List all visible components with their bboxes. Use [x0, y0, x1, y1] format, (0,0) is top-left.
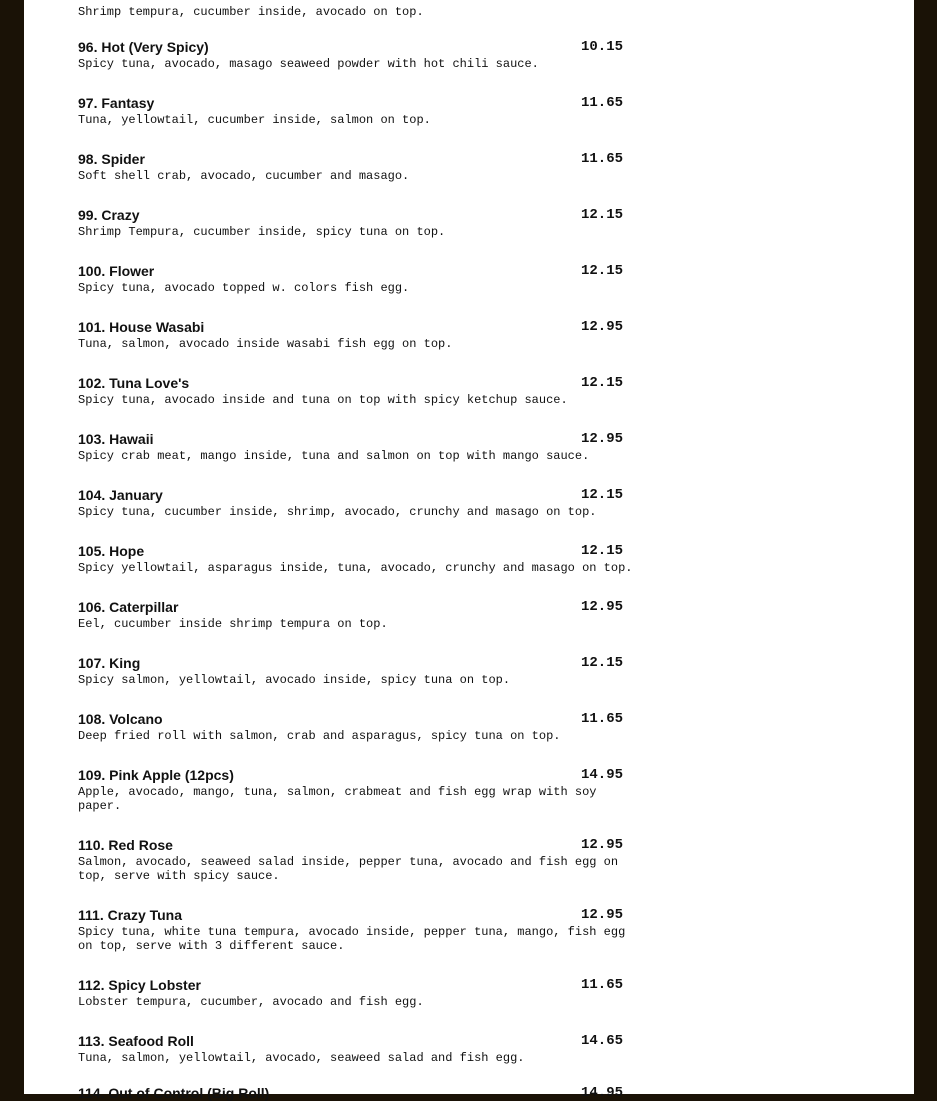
item-price: 12.95: [581, 907, 624, 923]
item-price: 12.15: [581, 207, 624, 223]
item-price: 11.65: [581, 95, 624, 111]
item-name: 101. House Wasabi: [78, 319, 205, 335]
item-price: 14.95: [581, 1085, 624, 1101]
item-name: 103. Hawaii: [78, 431, 154, 447]
item-price: 11.65: [581, 977, 624, 993]
item-price: 12.95: [581, 837, 624, 853]
item-name: 109. Pink Apple (12pcs): [78, 767, 234, 783]
item-name: 107. King: [78, 655, 141, 671]
item-name: 110. Red Rose: [78, 837, 173, 853]
item-price: 11.65: [581, 151, 624, 167]
item-description: Spicy yellowtail, asparagus inside, tuna, avocado, crunchy and masago on top.: [78, 561, 633, 575]
item-description: Tuna, salmon, yellowtail, avocado, seaweed salad and fish egg.: [78, 1051, 525, 1065]
item-price: 11.65: [581, 711, 624, 727]
item-name: 108. Volcano: [78, 711, 163, 727]
item-description: Spicy salmon, yellowtail, avocado inside, spicy tuna on top.: [78, 673, 511, 687]
item-name: 96. Hot (Very Spicy): [78, 39, 209, 55]
item-description: Apple, avocado, mango, tuna, salmon, crabmeat and fish egg wrap with soy paper.: [78, 785, 597, 813]
item-name: 102. Tuna Love's: [78, 375, 190, 391]
item-price: 10.15: [581, 39, 624, 55]
item-price: 14.95: [581, 767, 624, 783]
item-description: Salmon, avocado, seaweed salad inside, pepper tuna, avocado and fish egg on top, serve with spicy sauce.: [78, 855, 619, 883]
item-name: 97. Fantasy: [78, 95, 155, 111]
item-description: Shrimp Tempura, cucumber inside, spicy tuna on top.: [78, 225, 446, 239]
item-price: 12.15: [581, 487, 624, 503]
item-name: 99. Crazy: [78, 207, 140, 223]
item-price: 12.95: [581, 599, 624, 615]
item-description: Deep fried roll with salmon, crab and asparagus, spicy tuna on top.: [78, 729, 561, 743]
item-price: 12.15: [581, 263, 624, 279]
item-description: Tuna, yellowtail, cucumber inside, salmon on top.: [78, 113, 431, 127]
item-name: 113. Seafood Roll: [78, 1033, 194, 1049]
item-description: Spicy tuna, white tuna tempura, avocado inside, pepper tuna, mango, fish egg on top, serve with 3 different sauce.: [78, 925, 626, 953]
item-price: 12.15: [581, 375, 624, 391]
item-description: Soft shell crab, avocado, cucumber and masago.: [78, 169, 410, 183]
item-description: Spicy tuna, cucumber inside, shrimp, avocado, crunchy and masago on top.: [78, 505, 597, 519]
item-price: 14.65: [581, 1033, 624, 1049]
item-description: Spicy tuna, avocado topped w. colors fish egg.: [78, 281, 410, 295]
item-description: Spicy tuna, avocado inside and tuna on top with spicy ketchup sauce.: [78, 393, 568, 407]
item-name: 106. Caterpillar: [78, 599, 179, 615]
item-description: Tuna, salmon, avocado inside wasabi fish egg on top.: [78, 337, 453, 351]
item-description: Lobster tempura, cucumber, avocado and fish egg.: [78, 995, 424, 1009]
item-description: Shrimp tempura, cucumber inside, avocado on top.: [78, 5, 424, 19]
item-name: 98. Spider: [78, 151, 145, 167]
item-name: 114. Out of Control (Big Roll): [78, 1085, 270, 1101]
item-description: Spicy tuna, avocado, masago seaweed powder with hot chili sauce.: [78, 57, 539, 71]
item-name: 105. Hope: [78, 543, 145, 559]
item-price: 12.95: [581, 319, 624, 335]
item-name: 100. Flower: [78, 263, 155, 279]
item-name: 112. Spicy Lobster: [78, 977, 201, 993]
item-description: Eel, cucumber inside shrimp tempura on top.: [78, 617, 388, 631]
menu-page: [24, 0, 914, 1101]
item-price: 12.15: [581, 655, 624, 671]
item-price: 12.15: [581, 543, 624, 559]
item-description: Spicy crab meat, mango inside, tuna and salmon on top with mango sauce.: [78, 449, 590, 463]
item-price: 12.95: [581, 431, 624, 447]
item-name: 104. January: [78, 487, 163, 503]
item-name: 111. Crazy Tuna: [78, 907, 183, 923]
